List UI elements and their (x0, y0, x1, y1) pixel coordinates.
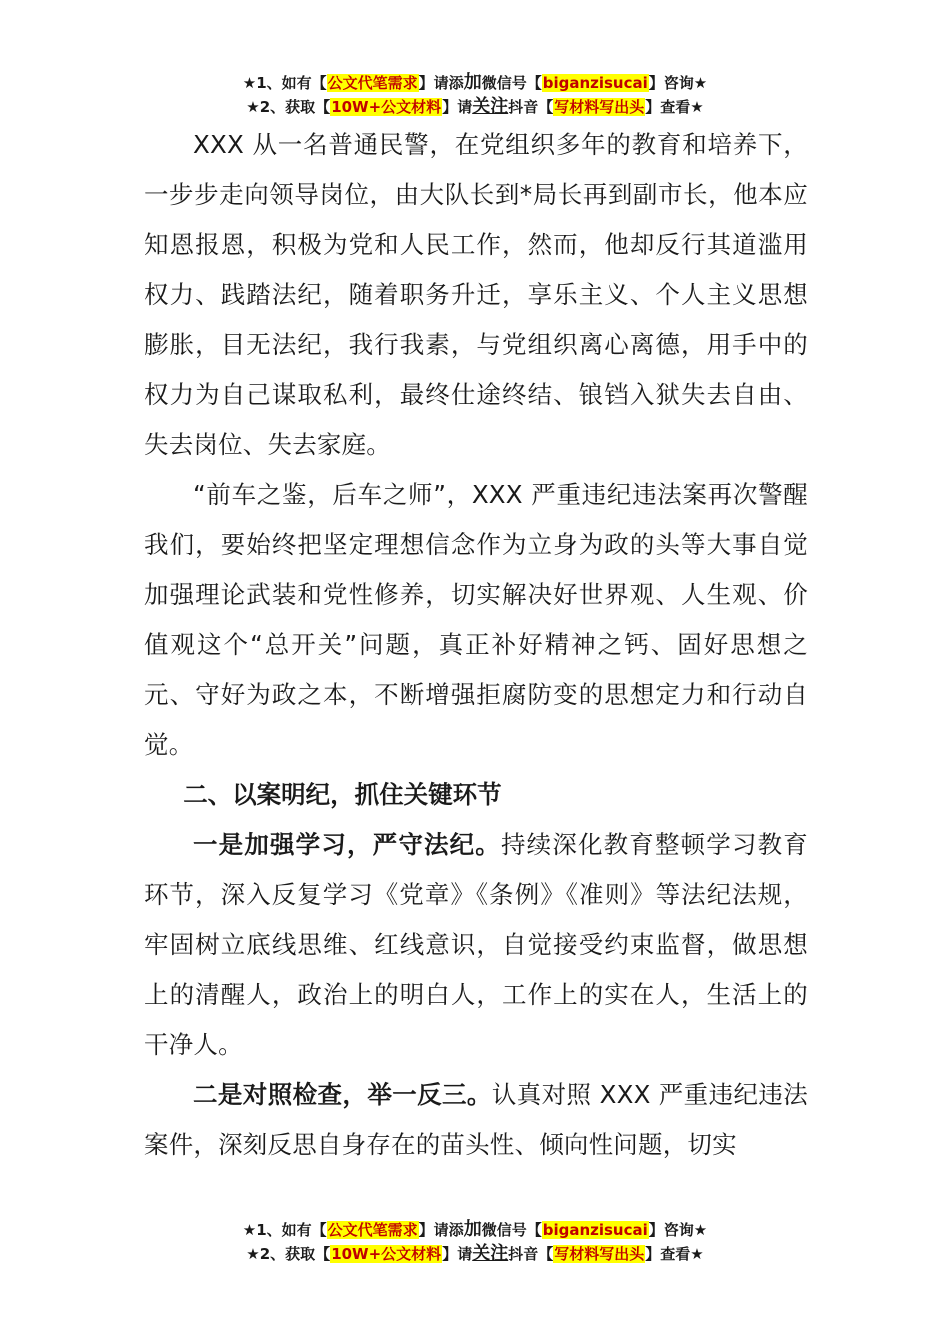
banner-line-1 (0, 71, 950, 95)
banner-text: 关注 (472, 1243, 509, 1264)
banner-text: 】请 (442, 98, 473, 116)
paragraph-1: XXX 从一名普通民警，在党组织多年的教育和培养下，一步步走向领导岗位，由大队长到*局长再到副市长，他本应知恩报恩，积极为党和人民工作，然而，他却反行其道滥用权力、践踏法纪，随着职务升迁，享乐主义、个人主义思想膨胀，目无法纪，我行我素，与党组织离心离德，用手中的权力为自己谋取私利，最终仕途终结、锒铛入狱失去自由、失去岗位、失去家庭。 (144, 130, 808, 459)
banner-highlight: 公文代笔需求 (327, 1221, 418, 1239)
banner-text: 抖音【 (508, 1245, 554, 1263)
banner-text: 】请 (442, 1245, 473, 1263)
paragraph-text: 认真对照 XXX 严重违纪违法案件，深刻反思自身存在的苗头性、倾向性问题，切实 (144, 1080, 808, 1159)
paragraph-4 (144, 1070, 808, 1170)
paragraph-lead: 二是对照检查，举一反三。 (193, 1080, 492, 1109)
section-heading: 二、以案明纪，抓住关键环节 (183, 780, 502, 809)
banner-text: 微信号【 (481, 74, 542, 92)
banner-highlight: 10W+公文材料 (331, 1245, 442, 1263)
banner-text: ★1、如有【 (242, 1221, 327, 1239)
paragraph-2: “前车之鉴，后车之师”，XXX 严重违纪违法案再次警醒我们，要始终把坚定理想信念作为立身为政的头等大事自觉加强理论武装和党性修养，切实解决好世界观、人生观、价值观这个“总开关”问题，真正补好精神之钙、固好思想之元、守好为政之本，不断增强拒腐防变的思想定力和行动自觉。 (144, 480, 808, 759)
banner-text: 】请添 (418, 74, 464, 92)
paragraph-text: 持续深化教育整顿学习教育环节，深入反复学习《党章》《条例》《准则》等法纪法规，牢固树立底线思维、红线意识，自觉接受约束监督，做思想上的清醒人，政治上的明白人，工作上的实在人，生活上的干净人。 (144, 830, 808, 1059)
banner-text: 】咨询★ (648, 1221, 708, 1239)
banner-line-2 (0, 95, 950, 119)
banner-text: ★2、获取【 (246, 1245, 331, 1263)
banner-text: 】咨询★ (648, 74, 708, 92)
banner-text: ★2、获取【 (246, 98, 331, 116)
banner-highlight: 10W+公文材料 (331, 98, 442, 116)
banner-text: ★1、如有【 (242, 74, 327, 92)
banner-text: 】查看★ (645, 1245, 704, 1263)
banner-highlight: biganzisucai (542, 74, 648, 92)
bottom-banner (0, 1218, 950, 1266)
paragraph-3 (144, 820, 808, 1070)
banner-text: 加 (463, 1219, 482, 1240)
banner-text: 加 (463, 72, 482, 93)
banner-line-2 (0, 1242, 950, 1266)
banner-line-1 (0, 1218, 950, 1242)
banner-text: 关注 (472, 96, 509, 117)
banner-text: 】请添 (418, 1221, 464, 1239)
paragraph-lead: 一是加强学习，严守法纪。 (193, 830, 501, 859)
banner-highlight: 写材料写出头 (554, 1245, 645, 1263)
banner-text: 】查看★ (645, 98, 704, 116)
banner-highlight: biganzisucai (542, 1221, 648, 1239)
document-body (144, 120, 808, 1170)
banner-text: 抖音【 (508, 98, 554, 116)
top-banner (0, 71, 950, 119)
banner-highlight: 公文代笔需求 (327, 74, 418, 92)
banner-highlight: 写材料写出头 (554, 98, 645, 116)
banner-text: 微信号【 (481, 1221, 542, 1239)
